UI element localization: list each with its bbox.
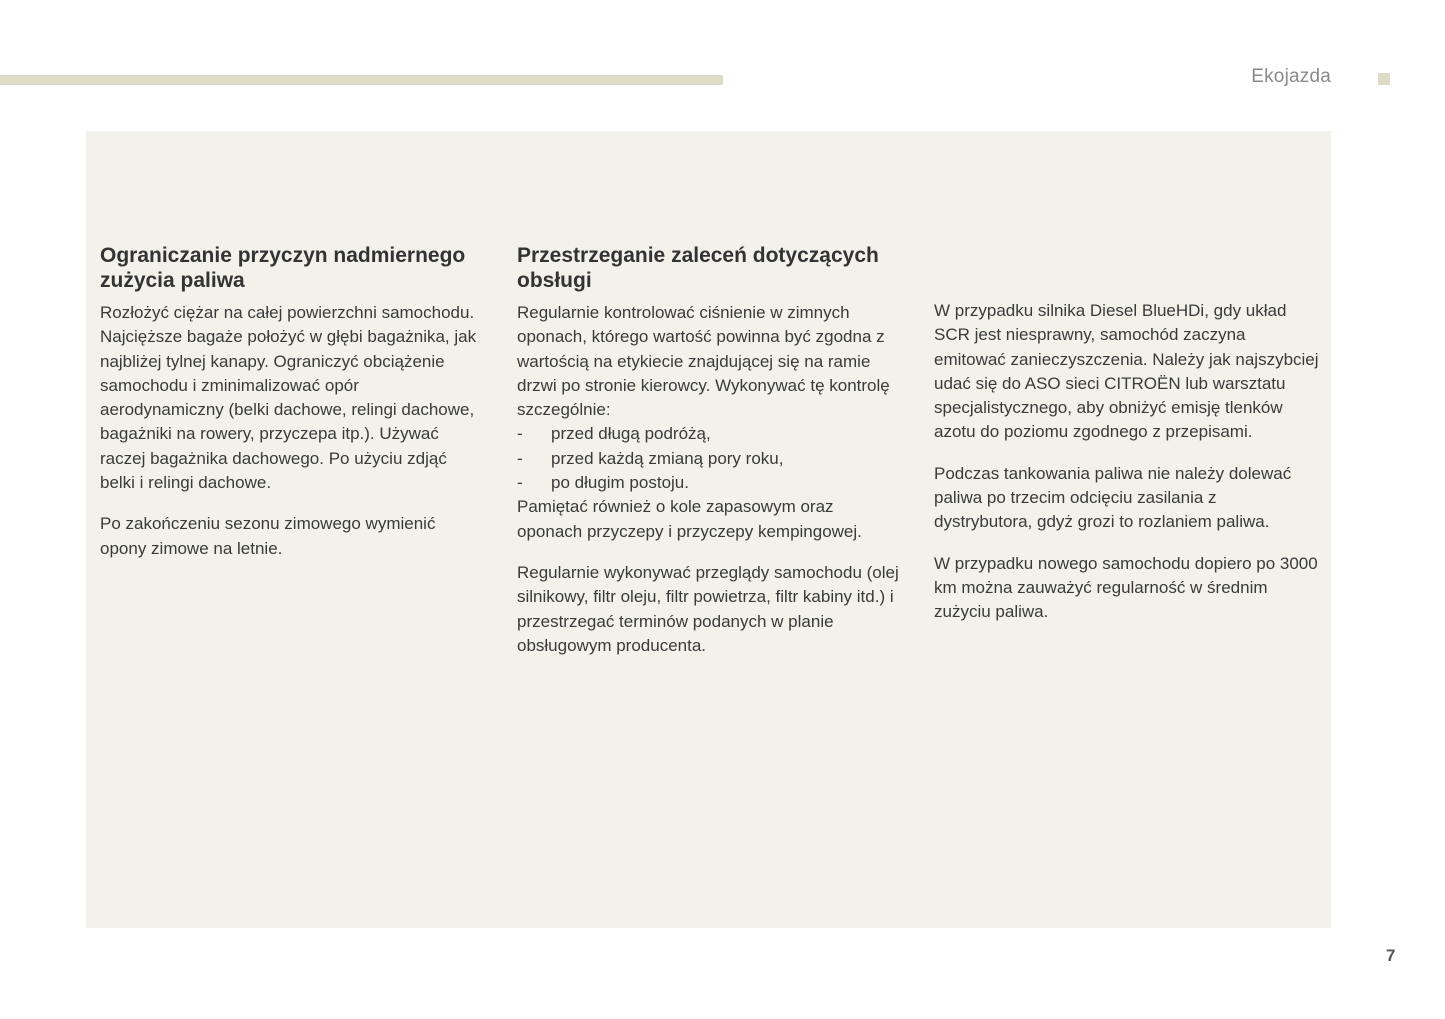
paragraph: W przypadku nowego samochodu dopiero po 3000 km można zauważyć regularność w średnim zużyciu paliwa. (934, 553, 1318, 622)
paragraph: Podczas tankowania paliwa nie należy dolewać paliwa po trzecim odcięciu zasilania z dystrybutora, gdyż grozi to rozlaniem paliwa. (934, 463, 1292, 532)
section-title: Ekojazda (1251, 66, 1331, 87)
header-accent-bar (0, 75, 723, 85)
check-occasions-list (517, 422, 902, 495)
paragraph: Rozłożyć ciężar na całej powierzchni samochodu. Najcięższe bagaże położyć w głębi bagażnika, jak najbliżej tylnej kanapy. Ograniczyć obciążenie samochodu i zminimalizować opór aerodynamiczny (belki dachowe, relingi dachowe, bagażniki na rowery, przyczepa itp.). Używać raczej bagażnika dachowego. Po użyciu zdjąć belki i relingi dachowe. (100, 303, 477, 493)
list-item: - przed każdą zmianą pory roku, (517, 447, 902, 471)
heading-maintenance: Przestrzeganie zaleceń dotyczących obsługi (517, 244, 879, 292)
page-number: 7 (1386, 946, 1396, 965)
paragraph: Regularnie kontrolować ciśnienie w zimnych oponach, którego wartość powinna być zgodna z wartością na etykiecie znajdującej się na ramie drzwi po stronie kierowcy. Wykonywać tę kontrolę szczególnie: (517, 303, 890, 420)
column-maintenance (517, 243, 902, 675)
paragraph: W przypadku silnika Diesel BlueHDi, gdy układ SCR jest niesprawny, samochód zaczyna emitować zanieczyszczenia. Należy jak najszybciej udać się do ASO sieci CITROËN lub warsztatu specjalistycznego, aby obniżyć emisję tlenków azotu do poziomu zgodnego z przepisami. (934, 301, 1319, 442)
column-notes (934, 299, 1319, 642)
section-marker-square (1378, 73, 1390, 85)
paragraph: Pamiętać również o kole zapasowym oraz oponach przyczepy i przyczepy kempingowej. (517, 497, 862, 541)
list-item: - przed długą podróżą, (517, 422, 902, 446)
column-fuel-consumption (100, 243, 485, 578)
list-item: - po długim postoju. (517, 471, 902, 495)
paragraph: Po zakończeniu sezonu zimowego wymienić opony zimowe na letnie. (100, 514, 436, 558)
paragraph: Regularnie wykonywać przeglądy samochodu (olej silnikowy, filtr oleju, filtr powietrza, filtr kabiny itd.) i przestrzegać terminów podanych w planie obsługowym producenta. (517, 562, 899, 655)
heading-fuel-consumption: Ograniczanie przyczyn nadmiernego zużycia paliwa (100, 244, 466, 292)
